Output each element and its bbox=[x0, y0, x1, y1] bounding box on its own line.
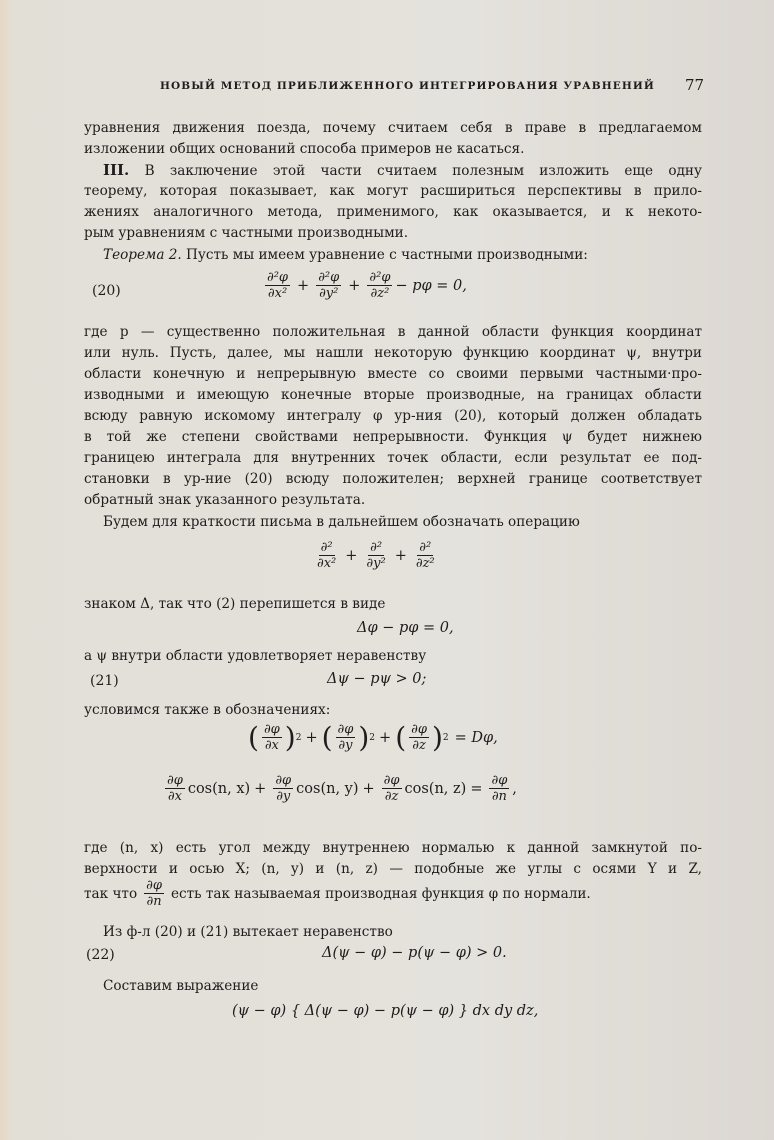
laplace-operator: $\frac{\text{∂²}}{\text{∂x²}}$ + $\frac{\text{∂²}}{\text{∂y²}}$ + $\frac{\text{∂²}}{\text{∂z²}}$ bbox=[317, 540, 435, 571]
text-line: изложении общих оснований способа примеров не касаться. bbox=[84, 141, 525, 157]
fraction: $\frac{\text{∂²φ}}{\text{∂x²}}$ bbox=[267, 270, 289, 301]
expression: (ψ − φ) { Δ(ψ − φ) − p(ψ − φ) } dx dy dz, bbox=[232, 1003, 539, 1019]
equation-20: $\frac{\text{∂²φ}}{\text{∂x²}}$ + $\frac{\text{∂²φ}}{\text{∂y²}}$ + $\frac{\text{∂²φ}}{\text{∂z²}}$ − pφ = 0, bbox=[267, 270, 467, 301]
text-line: всюду равную искомому интегралу φ ур-ния (20), который должен обладать bbox=[84, 408, 702, 424]
equation-d-phi: ( $\frac{\partial\varphi}{\partial x}$ ) 2 + ( $\frac{\partial\varphi}{\partial y}$ ) 2 + ( $\frac{\partial\varphi}{\partial z}$ ) 2 = Dφ, bbox=[248, 720, 498, 754]
text-line: В заключение этой части считаем полезным изложить еще одну bbox=[144, 163, 702, 179]
text-line: границею интеграла для внутренних точек области, если результат ее под- bbox=[84, 450, 702, 466]
fraction: $\frac{\text{∂²φ}}{\text{∂y²}}$ bbox=[318, 270, 340, 301]
text-line: рым уравнениям с частными производными. bbox=[84, 225, 409, 241]
equation-delta: Δφ − pφ = 0, bbox=[357, 620, 454, 636]
section-label: III. bbox=[103, 161, 130, 179]
equation-normal-derivative: $\frac{\partial\varphi}{\partial x}$ cos(n, x) + $\frac{\partial\varphi}{\partial y}$ cos(n, y) + $\frac{\partial\varphi}{\partial z}$ cos(n, z) = $\frac{\partial\varphi}{\partial n}$ , bbox=[167, 773, 517, 804]
text-line: теорему, которая показывает, как могут расшириться перспективы в прило- bbox=[84, 183, 702, 199]
text-line: Будем для краткости письма в дальнейшем обозначать операцию bbox=[103, 514, 580, 530]
text-line: области конечную и непрерывную вместе со своими первыми частными·про- bbox=[84, 366, 702, 382]
text-line: где p — существенно положительная в данной области функция координат bbox=[84, 324, 702, 340]
equation-tail: − pφ = 0, bbox=[395, 277, 467, 294]
fraction: $\frac{\text{∂²φ}}{\text{∂z²}}$ bbox=[369, 270, 391, 301]
text-line: верхности и осью X; (n, y) и (n, z) — подобные же углы с осями Y и Z, bbox=[84, 861, 702, 877]
page-number: 77 bbox=[685, 76, 705, 94]
text-line-with-fraction: так что $\frac{\partial\varphi}{\partial n}$ есть так называемая производная функция φ по нормали. bbox=[84, 878, 591, 909]
theorem-label: Теорема 2. bbox=[103, 247, 182, 263]
equation-22: Δ(ψ − φ) − p(ψ − φ) > 0. bbox=[322, 945, 507, 961]
theorem-text: Пусть мы имеем уравнение с частными производными: bbox=[186, 247, 588, 263]
text-line: изводными и имеющую конечные вторые производные, на границах области bbox=[84, 387, 702, 403]
text-line: уравнения движения поезда, почему считаем себя в праве в предлагаемом bbox=[84, 120, 702, 136]
text-line: становки в ур-ние (20) всюду положителен; верхней границе соответствует bbox=[84, 471, 702, 487]
text-line: обратный знак указанного результата. bbox=[84, 492, 366, 508]
text-line: условимся также в обозначениях: bbox=[84, 702, 331, 718]
equation-number: (20) bbox=[92, 283, 121, 299]
theorem-line bbox=[103, 245, 702, 265]
text-line: в той же степени свойствами непрерывности. Функция ψ будет нижнею bbox=[84, 429, 702, 445]
text-line: а ψ внутри области удовлетворяет неравенству bbox=[84, 648, 427, 664]
equation-number: (22) bbox=[86, 947, 115, 963]
text-line: Из ф-л (20) и (21) вытекает неравенство bbox=[103, 924, 393, 940]
running-title: НОВЫЙ МЕТОД ПРИБЛИЖЕННОГО ИНТЕГРИРОВАНИЯ УРАВНЕНИЙ bbox=[160, 80, 655, 92]
text-line: или нуль. Пусть, далее, мы нашли некоторую функцию координат ψ, внутри bbox=[84, 345, 702, 361]
text-line: где (n, x) есть угол между внутреннею нормалью к данной замкнутой по- bbox=[84, 840, 702, 856]
text-line: знаком Δ, так что (2) перепишется в виде bbox=[84, 596, 386, 612]
text-line: жениях аналогичного метода, применимого, как оказывается, и к некото- bbox=[84, 204, 702, 220]
text-line: Составим выражение bbox=[103, 978, 259, 994]
equation-21: Δψ − pψ > 0; bbox=[327, 671, 427, 687]
equation-number: (21) bbox=[90, 673, 119, 689]
section-iii-first-line bbox=[103, 160, 702, 181]
